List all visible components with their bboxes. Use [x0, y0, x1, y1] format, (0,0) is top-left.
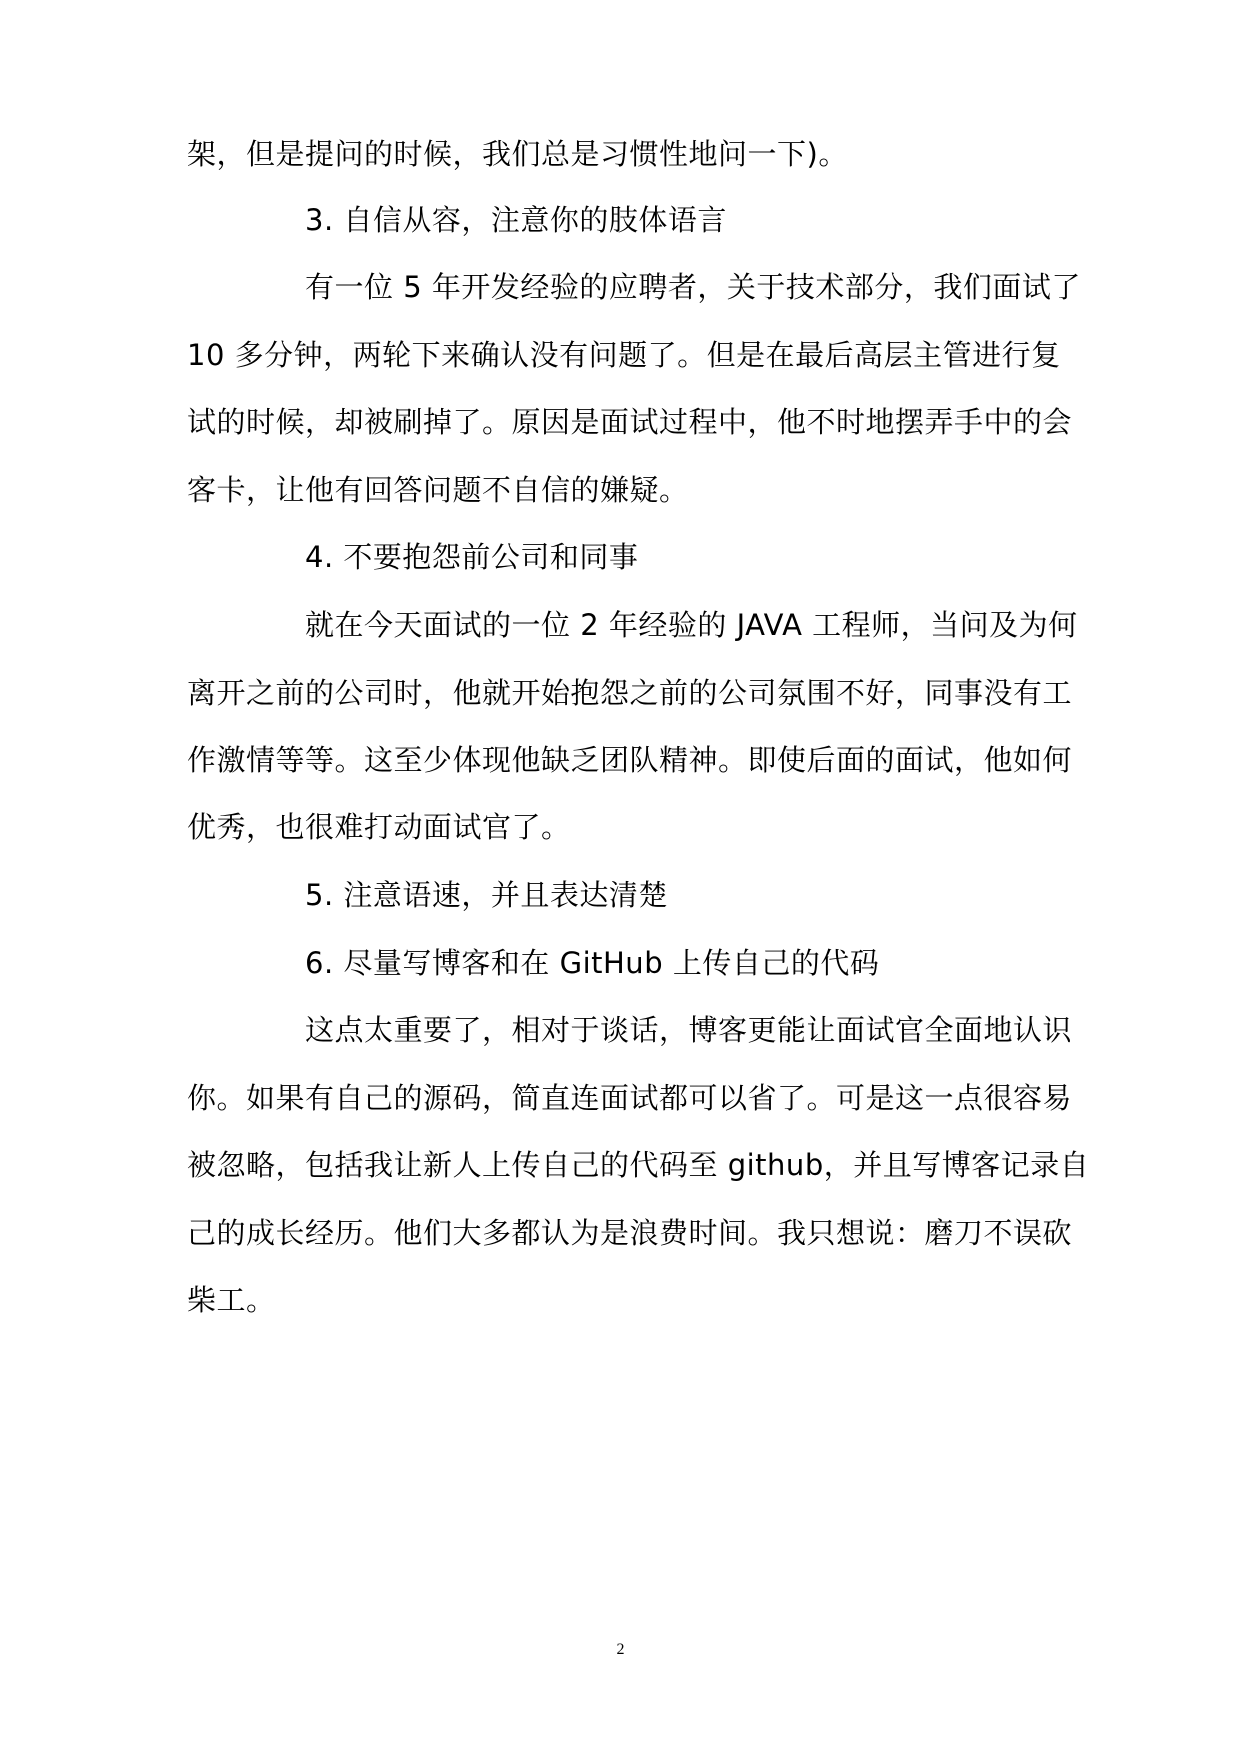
paragraph-line: 10 多分钟，两轮下来确认没有问题了。但是在最后高层主管进行复 [187, 338, 1061, 372]
paragraph-line: 离开之前的公司时，他就开始抱怨之前的公司氛围不好，同事没有工 [187, 676, 1073, 710]
paragraph-line: 这点太重要了，相对于谈话，博客更能让面试官全面地认识 [305, 1013, 1073, 1047]
paragraph-line: 试的时候，却被刷掉了。原因是面试过程中，他不时地摆弄手中的会 [187, 405, 1073, 439]
paragraph-line: 优秀，也很难打动面试官了。 [187, 810, 571, 844]
section-heading-6: 6. 尽量写博客和在 GitHub 上传自己的代码 [305, 946, 880, 980]
paragraph-line: 就在今天面试的一位 2 年经验的 JAVA 工程师，当问及为何 [305, 608, 1078, 642]
paragraph-line: 作激情等等。这至少体现他缺乏团队精神。即使后面的面试，他如何 [187, 743, 1073, 777]
paragraph-line: 客卡，让他有回答问题不自信的嫌疑。 [187, 473, 689, 507]
paragraph-line: 柴工。 [187, 1283, 276, 1317]
paragraph-line: 被忽略，包括我让新人上传自己的代码至 github，并且写博客记录自 [187, 1148, 1090, 1182]
paragraph-line: 架，但是提问的时候，我们总是习惯性地问一下)。 [187, 137, 848, 171]
paragraph-line: 有一位 5 年开发经验的应聘者，关于技术部分，我们面试了 [305, 270, 1081, 304]
page-number: 2 [616, 1641, 625, 1658]
section-heading-5: 5. 注意语速，并且表达清楚 [305, 878, 668, 912]
section-heading-3: 3. 自信从容，注意你的肢体语言 [305, 203, 727, 237]
paragraph-line: 你。如果有自己的源码，简直连面试都可以省了。可是这一点很容易 [187, 1081, 1073, 1115]
paragraph-line: 己的成长经历。他们大多都认为是浪费时间。我只想说：磨刀不误砍 [187, 1216, 1073, 1250]
section-heading-4: 4. 不要抱怨前公司和同事 [305, 540, 639, 574]
